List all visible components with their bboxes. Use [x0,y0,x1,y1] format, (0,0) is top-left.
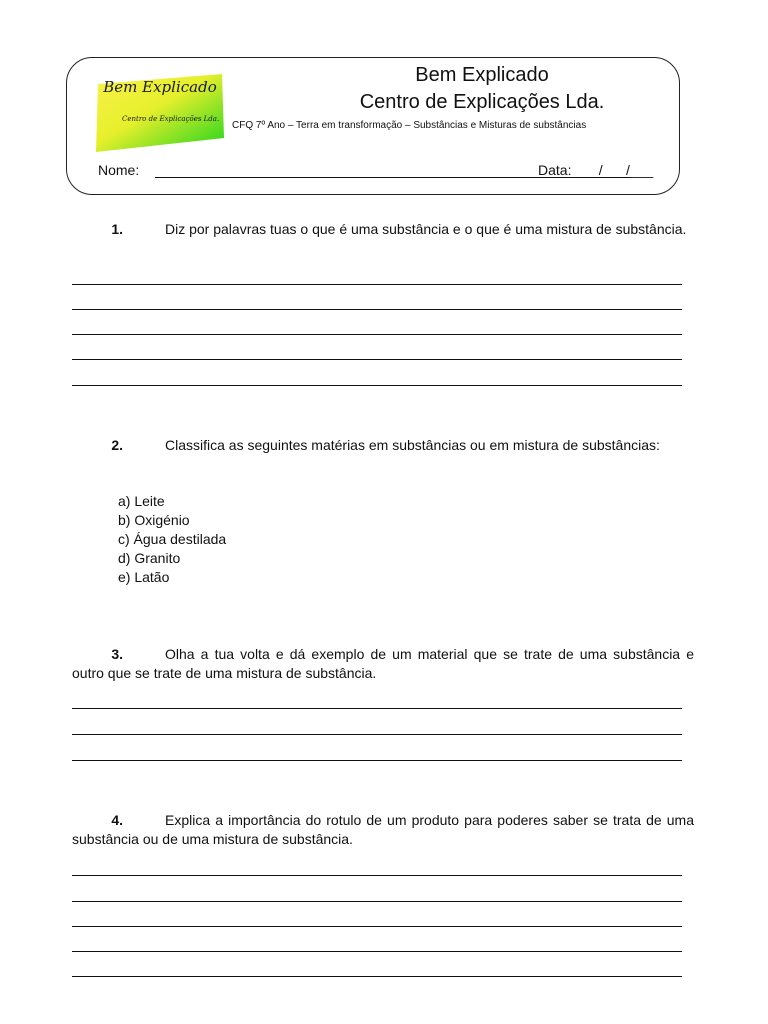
document-subject: CFQ 7º Ano – Terra em transformação – Substâncias e Misturas de substâncias [232,120,587,131]
question-1 [72,220,694,239]
logo-subtitle: Centro de Explicações Lda. [122,115,220,123]
company-name-line1: Bem Explicado [415,64,549,86]
question-number: 3. [111,646,123,662]
answer-line[interactable] [72,359,682,360]
name-label: Nome: [98,162,140,178]
answer-line[interactable] [72,875,682,876]
option-item: e) Latão [118,569,170,585]
question-text: Olha a tua volta e dá exemplo de um material que se trate de uma substância e outro que se trate de uma mistura de substância. [72,646,694,681]
question-number: 2. [111,437,123,453]
answer-line[interactable] [72,901,682,902]
question-number: 4. [111,812,123,828]
option-item: b) Oxigénio [118,512,190,528]
date-field[interactable]: Data: ___/___/___ [538,162,654,178]
answer-line[interactable] [72,760,682,761]
answer-line[interactable] [72,385,682,386]
option-item: d) Granito [118,550,181,566]
question-text: Explica a importância do rotulo de um produto para poderes saber se trata de uma substância ou de uma mistura de substância. [72,812,694,847]
answer-line[interactable] [72,309,682,310]
option-item: c) Água destilada [118,531,227,547]
question-text: Classifica as seguintes matérias em substâncias ou em mistura de substâncias: [165,437,660,453]
options-list [118,492,226,587]
answer-line[interactable] [72,734,682,735]
question-2 [72,436,694,455]
company-name [300,62,664,116]
answer-line[interactable] [72,284,682,285]
question-number: 1. [111,221,123,237]
answer-line[interactable] [72,334,682,335]
answer-line[interactable] [72,951,682,952]
question-4 [72,811,694,849]
question-text: Diz por palavras tuas o que é uma substância e o que é uma mistura de substância. [165,221,687,237]
answer-line[interactable] [72,976,682,977]
question-3 [72,645,694,683]
company-logo [94,72,226,156]
option-item: a) Leite [118,493,165,509]
answer-line[interactable] [72,926,682,927]
company-name-line2: Centro de Explicações Lda. [359,91,605,113]
answer-line[interactable] [72,708,682,709]
logo-title: Bem Explicado [103,78,217,96]
